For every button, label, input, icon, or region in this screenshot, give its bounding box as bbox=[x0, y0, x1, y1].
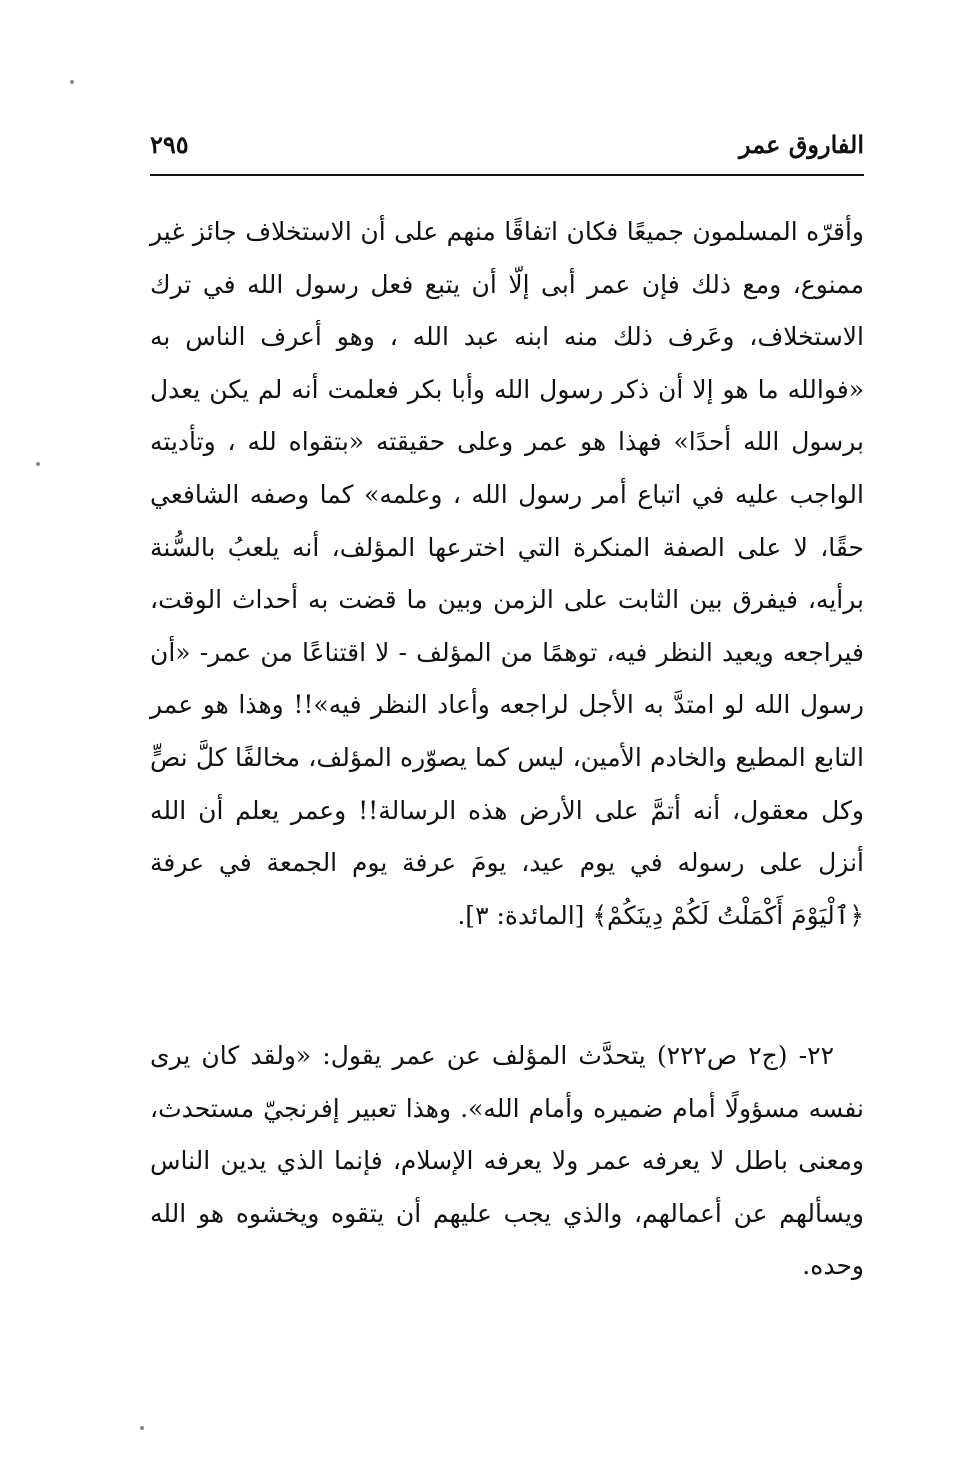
paragraph-1 bbox=[150, 206, 864, 942]
paragraph-text: ٢٢- (ج٢ ص٢٢٢) يتحدَّث المؤلف عن عمر يقول: «ولقد كان يرى نفسه مسؤولًا أمام ضميره وأمام الله». وهذا تعبير إفرنجيّ مستحدث، ومعنى باطل لا يعرفه عمر ولا يعرفه الإسلام، فإنما الذي يدين الناس ويسألهم عن أعمالهم، والذي يجب عليهم أن يتقوه ويخشوه هو الله وحده. bbox=[150, 1041, 864, 1280]
page-number: ٢٩٥ bbox=[150, 130, 189, 159]
scan-speck bbox=[70, 80, 74, 84]
header-rule bbox=[150, 174, 864, 176]
paragraph-2 bbox=[150, 1030, 864, 1293]
scan-speck bbox=[140, 1426, 144, 1430]
running-title: الفاروق عمر bbox=[738, 130, 864, 159]
paragraph-text: وأقرّه المسلمون جميعًا فكان اتفاقًا منهم على أن الاستخلاف جائز غير ممنوع، ومع ذلك فإن عمر أبى إلّا أن يتبع فعل رسول الله في ترك الاستخلاف، وعَرف ذلك منه ابنه عبد الله ، وهو أعرف الناس به «فوالله ما هو إلا أن ذكر رسول الله وأبا بكر فعلمت أنه لم يكن يعدل برسول الله أحدًا» فهذا هو عمر وعلى حقيقته «بتقواه لله ، وتأديته الواجب عليه في اتباع أمر رسول الله ، وعلمه» كما وصفه الشافعي حقًا، لا على الصفة المنكرة التي اخترعها المؤلف، أنه يلعبُ بالسُّنة برأيه، فيفرق بين الثابت على الزمن وبين ما قضت به أحداث الوقت، فيراجعه ويعيد النظر فيه، توهمًا من المؤلف - لا اقتناعًا من عمر- «أن رسول الله لو امتدَّ به الأجل لراجعه وأعاد النظر فيه»!! وهذا هو عمر التابع المطيع والخادم الأمين، ليس كما يصوّره المؤلف، مخالفًا كلَّ نصٍّ وكل معقول، أنه أتمَّ على الأرض هذه الرسالة!! وعمر يعلم أن الله أنزل على رسوله في يوم عيد، يومَ عرفة يوم الجمعة في عرفة ﴿ٱلْيَوْمَ أَكْمَلْتُ لَكُمْ دِينَكُمْ﴾ [المائدة: ٣]. bbox=[150, 217, 864, 930]
running-head bbox=[150, 128, 864, 168]
scan-speck bbox=[36, 462, 40, 466]
